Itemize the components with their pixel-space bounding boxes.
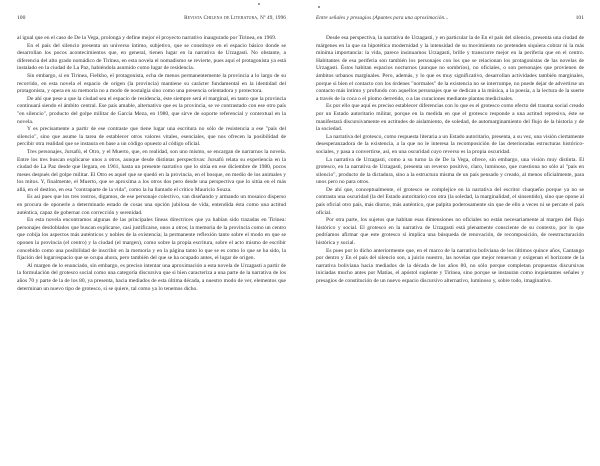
paragraph: De ahí que, conceptualmente, el grotesco se complejice en la narrativa del escritor chaqueño porque ya no se contrasta una oscuridad (la del Estado autoritario) con otra (la soledad, la marginalidad, el sinsentido), sino que opone al país oficial otro país, más diurno, más auténtico, que palpita poderosamente sin que de ello a veces ni se percate el país oficial. [316, 186, 584, 216]
paragraph: Tres personajes, Jursafú, el Otro, y el Muerto, que, en realidad, son uno mismo, se encargan de narrarnos la novela. Entre los tres buscan explicarse unos a otros, aunque desde distintas perspectivas: Jursafú relata su experiencia en la ciudad de La Paz desde que llegara, en 1961, hasta un presente narrativo que lo sitúa en ese diciembre de 1980, pocos meses después del golpe militar. El Otro es aquel que se quedó en la provincia, en el bosque, en medio de los animales y los mitos. Y, finalmente, el Muerto, que se aproxima a los otros dos pero desde una perspectiva que lo sitúa en el más allá, en el destino, en esa "contraparte de la vida", como la ha llamado el crítico Mauricio Souza. [17, 148, 286, 193]
paragraph: En esta novela encontramos algunas de las principales líneas directrices que ya habían sido trazadas en Tirinea: personajes desdoblados que buscan explicarse, casi justificarse, unos a otros; la memoria de la provincia como un centro que cobija los aspectos más auténticos y nobles de la existencia; la permanente reflexión tanto sobre el modo en que se oponen la provincia (el centro) y la ciudad (el margen), como sobre la propia escritura, sobre el acto mismo de escribir concebido como una posibilidad de inscribir en la memoria y en la página tanto lo que se es como lo que se ha sido, la fijación del lugar/espacio que se ocupa ahora, pero también del que se ha ocupado antes, el lugar de origen. [17, 217, 286, 262]
right-page [300, 0, 600, 466]
page-header [316, 15, 584, 29]
running-head: Revista Chilena de Literatura, Nº 49, 1996 [184, 15, 286, 21]
page-number: 101 [575, 15, 584, 21]
paragraph: Es por ello que aquí es preciso establecer diferencias con lo que es el grotesco como efecto del trauma social creado por un Estado autoritario militar, porque en la medida en que el grotesco responde a una actitud represiva, éste se manifestará discursivamente en actitudes de aislamiento, de soledad, de automarginamiento del flujo de la historia y de la sociedad. [316, 103, 584, 133]
paragraph: Por otra parte, los sujetos que habitan esas dimensiones no oficiales no están necesariamente al margen del flujo histórico y social. El grotesco en la narrativa de Urzagasti está plenamente consciente de su contexto, por lo que podríamos afirmar que este grotesco sí implica una búsqueda de renovación, de recomposición, de reestructuración histórica y social. [316, 217, 584, 247]
paragraph: De ahí que pese a que la ciudad sea el espacio de residencia, éste siempre será el marginal, en tanto que la provincia continuará siendo el ámbito central. Ese país amable, alternativo que es la provincia, se ve contrastado con ese otro país "en silencio", producto del golpe militar de García Meza, en 1980, que sirve de soporte referencial y contextual en la novela. [17, 95, 286, 125]
page-header [17, 15, 286, 29]
paragraph: Es así pues que los tres rostros, digamos, de ese personaje colectivo, van diseñando y armando un mosaico disperso en procura de oponerle a determinado estado de cosas una opción jubilosa de vida, entendida ésta como una actitud auténtica, capaz de gobernar con corrección y serenidad. [17, 194, 286, 216]
running-head: Entre señales y presagios (Apuntes para una aproximación... [316, 15, 449, 21]
paragraph: En el país del silencio presenta un universo íntimo, subjetivo, que se constituye en el espacio básico donde se desarrollan los pocos acontecimientos que, en general, tienen lugar en la narrativa de Urzagasti. No obstante, a diferencia del alto grado nomádico de Tirinea, en esta novela el nomadismo se revierte, pues aquí el protagonista ya está instalado en la ciudad de La Paz, habiéndola asumido como lugar de residencia. [17, 42, 286, 72]
page-body [316, 35, 584, 286]
paragraph: Y es precisamente a partir de ese contraste que tiene lugar una escritura no sólo de resistencia a ese "país del silencio", sino que asume la tarea de establecer otros valores vitales, esenciales, que nos ofrecen la posibilidad de percibir otra realidad que se instaura en base a un código opuesto al código oficial. [17, 126, 286, 148]
paragraph: Es pues por lo dicho anteriormente que, en el marco de la narrativa boliviana de los últimos quince años, Cantango por dentro y En el país del silencio son, a juicio nuestro, las novelas que mejor renuevan y oxigenan el horizonte de la narrativa boliviana hacia mediados de la década de los años 80, no sólo porque completan propuestas discursivas iniciadas mucho antes por Matías, el apóstol suplente y Tirinea, sino porque se instauran como inquietantes señales y presagios de constitución de un nuevo espacio discursivo alternativo, luminoso y, sobre todo, imaginativo. [316, 247, 584, 284]
paragraph: al igual que en el caso de De la Vega, prolonga y define mejor el proyecto narrativo inaugurado por Tirinea, en 1969. [17, 35, 277, 41]
page-body [17, 35, 286, 293]
page-number: 100 [17, 15, 26, 21]
paragraph: Sin embargo, si en Tirinea, Fielkho, el protagonista, echa de menos permanentemente la provincia a lo largo de su recorrido, en esta novela el espacio de origen (la provincia) mantiene su carácter fundamental en la identidad del protagonista, y opera en su memoria no a modo de nostalgia sino como una presencia orientadora y protectora. [17, 72, 286, 95]
paragraph: La narrativa de Urzagasti, como a su turno la de De la Vega, ofrece, sin embargo, una visión muy distinta. El grotesco, en la narrativa de Urzagasti, presenta un reverso positivo, claro, luminoso, que cuestiona no sólo al "país en silencio", producto de la dictadura, sino a la estructura misma de un país pensado y creado, al menos oficialmente, para unos pero no para otros. [316, 156, 584, 186]
paragraph: La narrativa del grotesco, como respuesta literaria a un Estado autoritario, presenta, a su vez, una visión ciertamente desesperanzadora de la existencia, a la que no le interesa la recomposición de las deterioradas estructuras histórico-sociales, y pasa a convertirse, así, en una oscuridad cuyo reverso es la propia oscuridad. [316, 133, 584, 155]
paragraph: Al margen de lo enunciado, sin embargo, es preciso intentar una aproximación a esta novela de Urzagasti a partir de la formulación del grotesco social como una categoría discursiva que si bien caracteriza a una parte de la narrativa de los años 70 y parte de la de los 80, ya presenta, hacia mediados de esta última década, a nuestro modo de ver, elementos que determinan un nuevo tipo de grotesco, si se quiere, tal como ya lo tenemos dicho. [17, 262, 286, 292]
paragraph: Desde esa perspectiva, la narrativa de Urzagasti, y en particular la de En el país del silencio, presenta una ciudad de márgenes en la que su hipotética modernidad y la intensidad de su movimiento no pretenden siquiera cobrar ni la más mínima importancia: la vida, parece insinuarnos Urzagasti, brille y transcurre mejor en la periferia que en el centro. Habitantes de esa periferia son también los personajes con los que se relacionan los protagonistas de las novelas de Urzagasti. Éstos habitan espacios nocturnos (aunque no sombríos), no oficiales, o son personajes que provienen de ámbitos urbanos marginales. Pero, además, y lo que es muy significativo, desarrollan actividades también marginales, porque si bien el contacto con los órdenes "normales" de la existencia no se interrumpe, no puede dejar de advertirse un contacto más íntimo y profundo con aquellos personajes que se dedican a la música, a la poesía, a la lectura de la suerte a través de la coca o el plomo derretido, o a las curaciones mediante plantas medicinales. [316, 35, 584, 102]
